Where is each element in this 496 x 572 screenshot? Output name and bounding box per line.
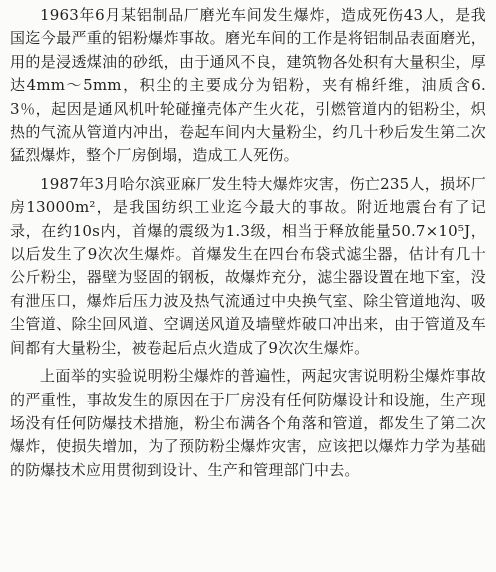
paragraph-harbin-flax-mill-explosion: 1987年3月哈尔滨亚麻厂发生特大爆炸灾害，伤亡235人，损坏厂房13000m²，是我国纺织工业迄今最大的事故。附近地震台有了记录，在约10s内，首爆的震级为1.3级，相当于释放能量50.7×10⁵J，以后发生了9次次生爆炸。首爆发生在四台布袋式滤尘器，估计有几十公斤粉尘，器壁为竖固的钢板，故爆炸充分，滤尘器设置在地下室，没有泄压口，爆炸后压力波及热气流通过中央换气室、除尘管道地沟、吸尘管道、除尘回风道、空调送风道及墙壁炸破口冲出来，由于管道及车间都有大量粉尘，被卷起后点火造成了9次次生爆炸。: [10, 174, 486, 357]
paragraph-conclusion: 上面举的实验说明粉尘爆炸的普遍性，两起灾害说明粉尘爆炸事故的严重性，事故发生的原因在于厂房没有任何防爆设计和设施，生产现场没有任何防爆技术措施，粉尘布满各个角落和管道，都发生了第二次爆炸，使损失增加，为了预防粉尘爆炸灾害，应该把以爆炸力学为基础的防爆技术应用贯彻到设计、生产和管理部门中去。: [10, 367, 486, 479]
paragraph-aluminum-dust-explosion: 1963年6月某铝制品厂磨光车间发生爆炸，造成死伤43人，是我国迄今最严重的铝粉爆炸事故。磨光车间的工作是将铝制品表面磨光，用的是浸透煤油的砂纸，由于通风不良，建筑物各处积有大量积尘，厚达4mm～5mm，积尘的主要成分为铝粉，夹有棉纤维，油质含6.3％，起因是通风机叶轮碰撞壳体产生火花，引燃管道内的铝粉尘，炽热的气流从管道内冲出，卷起车间内大量粉尘，约几十秒后发生第二次猛烈爆炸，整个厂房倒塌，造成工人死伤。: [10, 6, 486, 165]
